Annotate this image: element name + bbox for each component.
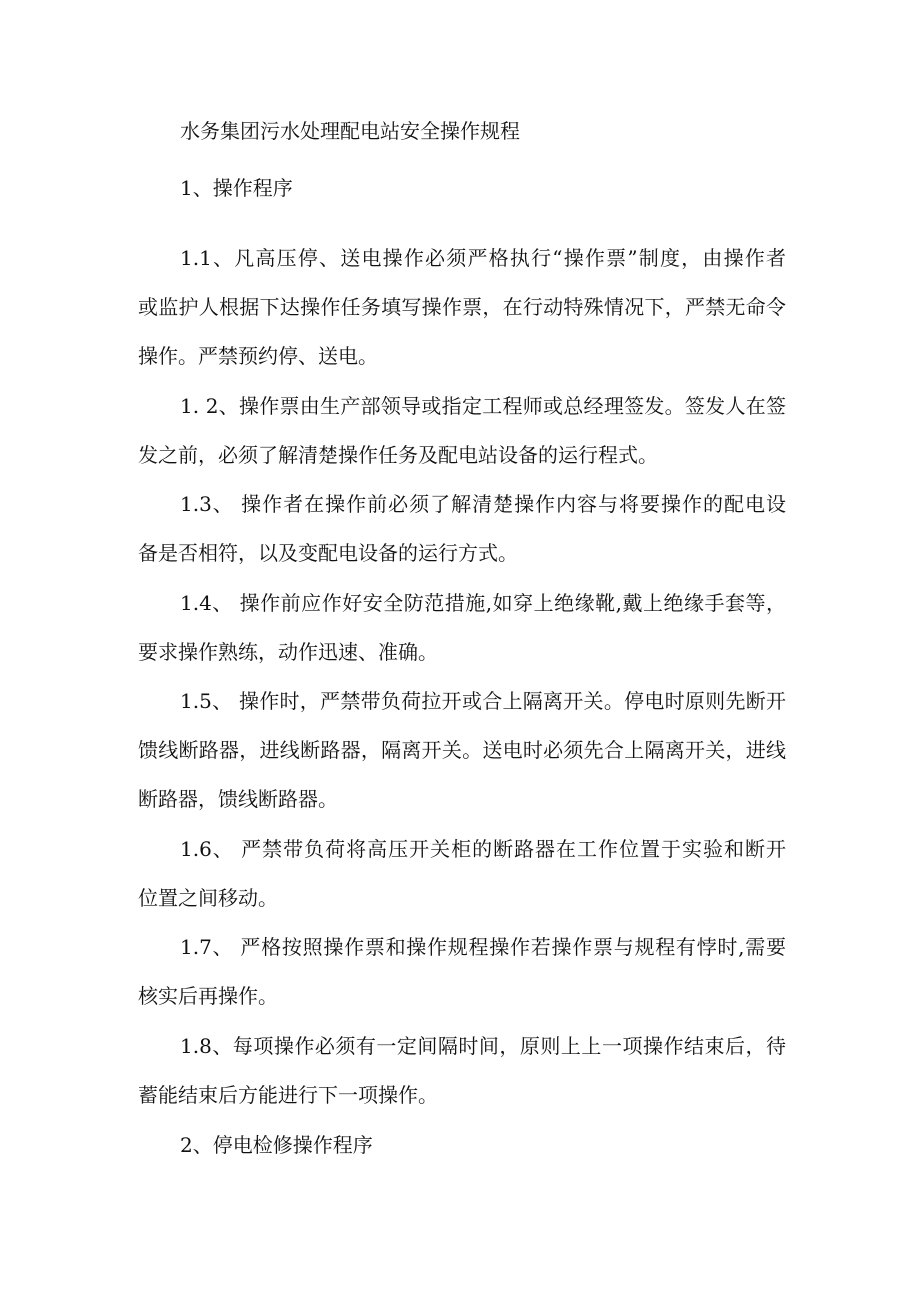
document-title: 水务集团污水处理配电站安全操作规程 bbox=[180, 119, 520, 143]
paragraph-1-5-line-2: 馈线断路器，进线断路器，隔离开关。送电时必须先合上隔离开关，进线 bbox=[138, 738, 786, 762]
paragraph-1-4-line-2: 要求操作熟练，动作迅速、准确。 bbox=[138, 640, 438, 664]
paragraph-1-7-line-2: 核实后再操作。 bbox=[138, 984, 278, 1008]
paragraph-1-6-line-2: 位置之间移动。 bbox=[138, 886, 278, 910]
paragraph-1-1-line-3: 操作。严禁预约停、送电。 bbox=[138, 344, 378, 368]
paragraph-1-2-line-1: 1. 2、操作票由生产部领导或指定工程师或总经理签发。签发人在签 bbox=[180, 394, 786, 418]
paragraph-1-8-line-1: 1.8、每项操作必须有一定间隔时间，原则上上一项操作结束后，待 bbox=[180, 1034, 786, 1058]
paragraph-1-2-line-2: 发之前，必须了解清楚操作任务及配电站设备的运行程式。 bbox=[138, 443, 658, 467]
paragraph-1-1-line-1: 1.1、凡高压停、送电操作必须严格执行“操作票”制度，由操作者 bbox=[180, 246, 786, 270]
paragraph-1-5-line-1: 1.5、 操作时，严禁带负荷拉开或合上隔离开关。停电时原则先断开 bbox=[180, 689, 786, 713]
paragraph-1-7-line-1: 1.7、 严格按照操作票和操作规程操作若操作票与规程有悖时,需要 bbox=[180, 935, 786, 959]
section-heading-1: 1、操作程序 bbox=[180, 176, 293, 200]
paragraph-1-1-line-2: 或监护人根据下达操作任务填写操作票，在行动特殊情况下，严禁无命令 bbox=[138, 295, 786, 319]
paragraph-1-6-line-1: 1.6、 严禁带负荷将高压开关柜的断路器在工作位置于实验和断开 bbox=[180, 837, 786, 861]
paragraph-1-3-line-1: 1.3、 操作者在操作前必须了解清楚操作内容与将要操作的配电设 bbox=[180, 492, 786, 516]
paragraph-1-3-line-2: 备是否相符，以及变配电设备的运行方式。 bbox=[138, 541, 518, 565]
paragraph-1-8-line-2: 蓄能结束后方能进行下一项操作。 bbox=[138, 1083, 438, 1107]
paragraph-1-4-line-1: 1.4、 操作前应作好安全防范措施,如穿上绝缘靴,戴上绝缘手套等， bbox=[180, 591, 786, 615]
section-heading-2: 2、停电检修操作程序 bbox=[180, 1133, 373, 1157]
paragraph-1-5-line-3: 断路器，馈线断路器。 bbox=[138, 787, 338, 811]
